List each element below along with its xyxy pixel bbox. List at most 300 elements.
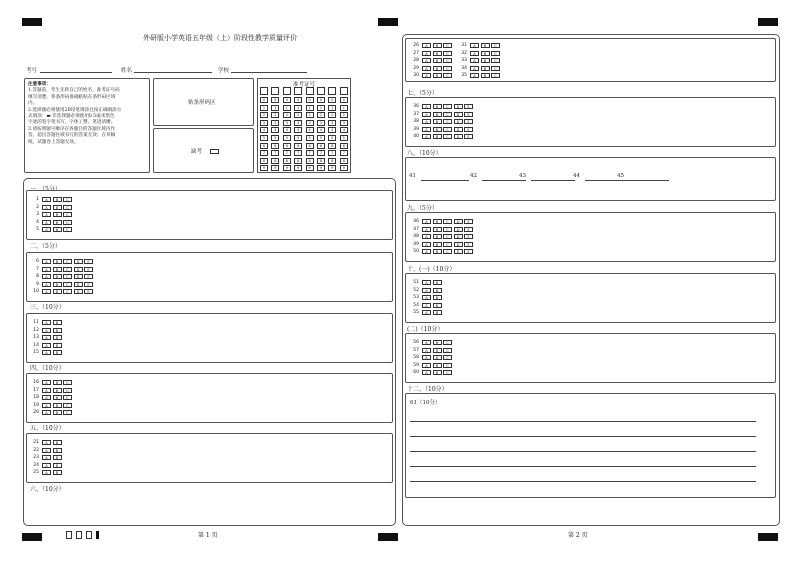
answer-bubble[interactable]: B <box>481 58 490 63</box>
answer-bubble[interactable]: C <box>443 43 452 48</box>
answer-bubble[interactable]: B <box>433 219 442 224</box>
admission-digit-cell[interactable]: 5 <box>328 135 336 141</box>
admission-digit-cell[interactable]: 6 <box>294 143 302 149</box>
admission-digit-cell[interactable]: 2 <box>294 112 302 118</box>
answer-bubble[interactable]: A <box>422 363 431 368</box>
admission-digit-cell[interactable]: 7 <box>283 150 291 156</box>
admission-write-cell[interactable] <box>328 87 336 95</box>
question-number: 9 <box>36 281 39 287</box>
answer-bubble[interactable]: A <box>42 455 51 460</box>
answer-bubble[interactable]: B <box>53 227 62 232</box>
answer-bubble[interactable]: B <box>433 310 442 315</box>
answer-bubble[interactable]: B <box>53 320 62 325</box>
answer-bubble[interactable]: C <box>443 219 452 224</box>
answer-bubble[interactable]: A <box>42 220 51 225</box>
answer-bubble[interactable]: C <box>63 220 72 225</box>
answer-bubble[interactable]: C <box>63 380 72 385</box>
admission-digit-cell[interactable]: 4 <box>340 127 348 133</box>
admission-digit-cell[interactable]: 2 <box>328 112 336 118</box>
answer-bubble[interactable]: D <box>454 219 463 224</box>
answer-bubble[interactable]: A <box>422 127 431 132</box>
answer-bubble[interactable]: D <box>454 119 463 124</box>
answer-bubble[interactable]: A <box>42 403 51 408</box>
answer-bubble[interactable]: C <box>63 197 72 202</box>
admission-digit-cell[interactable]: 9 <box>328 165 336 171</box>
admission-digit-cell[interactable]: 1 <box>294 105 302 111</box>
answer-bubble[interactable]: A <box>422 58 431 63</box>
writing-line[interactable] <box>410 421 756 422</box>
absent-checkbox[interactable] <box>210 149 219 154</box>
admission-write-cell[interactable] <box>306 87 314 95</box>
admission-digit-cell[interactable]: 4 <box>306 127 314 133</box>
admission-digit-cell[interactable]: 3 <box>306 120 314 126</box>
answer-bubble[interactable]: B <box>53 267 62 272</box>
answer-bubble[interactable]: B <box>433 112 442 117</box>
admission-digit-cell[interactable]: 8 <box>294 158 302 164</box>
answer-bubble[interactable]: A <box>422 295 431 300</box>
answer-bubble[interactable]: B <box>53 259 62 264</box>
question-number: 54 <box>413 302 419 308</box>
admission-digit-cell[interactable]: 0 <box>294 97 302 103</box>
answer-bubble[interactable]: D <box>454 249 463 254</box>
admission-digit-cell[interactable]: 3 <box>260 120 268 126</box>
admission-digit-cell[interactable]: 2 <box>271 112 279 118</box>
answer-bubble[interactable]: C <box>443 249 452 254</box>
answer-bubble[interactable]: A <box>470 58 479 63</box>
admission-digit-cell[interactable]: 8 <box>317 158 325 164</box>
admission-digit-cell[interactable]: 3 <box>271 120 279 126</box>
answer-blank-line[interactable] <box>629 180 669 181</box>
answer-bubble[interactable]: E <box>464 104 473 109</box>
admission-digit-cell[interactable]: 5 <box>306 135 314 141</box>
section-box <box>26 373 393 423</box>
writing-line[interactable] <box>410 466 756 467</box>
answer-bubble[interactable]: E <box>84 289 93 294</box>
answer-bubble[interactable]: E <box>464 219 473 224</box>
answer-bubble[interactable]: A <box>42 328 51 333</box>
answer-bubble[interactable]: C <box>63 259 72 264</box>
answer-bubble[interactable]: C <box>491 51 500 56</box>
answer-bubble[interactable]: B <box>433 73 442 78</box>
answer-bubble[interactable]: B <box>433 340 442 345</box>
admission-digit-cell[interactable]: 4 <box>317 127 325 133</box>
admission-write-cell[interactable] <box>317 87 325 95</box>
admission-digit-cell[interactable]: 8 <box>271 158 279 164</box>
answer-bubble[interactable]: B <box>53 410 62 415</box>
admission-write-cell[interactable] <box>294 87 302 95</box>
answer-bubble[interactable]: B <box>433 58 442 63</box>
admission-digit-cell[interactable]: 5 <box>340 135 348 141</box>
answer-bubble[interactable]: D <box>454 234 463 239</box>
admission-digit-cell[interactable]: 2 <box>340 112 348 118</box>
admission-digit-cell[interactable]: 9 <box>340 165 348 171</box>
admission-digit-cell[interactable]: 4 <box>283 127 291 133</box>
admission-digit-cell[interactable]: 2 <box>260 112 268 118</box>
admission-digit-cell[interactable]: 9 <box>283 165 291 171</box>
admission-digit-cell[interactable]: 3 <box>328 120 336 126</box>
admission-digit-cell[interactable]: 0 <box>283 97 291 103</box>
admission-digit-cell[interactable]: 2 <box>306 112 314 118</box>
answer-bubble[interactable]: E <box>464 234 473 239</box>
answer-bubble[interactable]: B <box>53 282 62 287</box>
admission-digit-cell[interactable]: 5 <box>260 135 268 141</box>
answer-bubble[interactable]: C <box>443 119 452 124</box>
answer-bubble[interactable]: A <box>422 219 431 224</box>
admission-digit-cell[interactable]: 1 <box>317 105 325 111</box>
answer-bubble[interactable]: A <box>42 274 51 279</box>
answer-bubble[interactable]: B <box>433 234 442 239</box>
admission-digit-cell[interactable]: 2 <box>283 112 291 118</box>
admission-digit-cell[interactable]: 4 <box>328 127 336 133</box>
page-number-2: 第 2 页 <box>568 532 588 539</box>
admission-digit-cell[interactable]: 1 <box>340 105 348 111</box>
admission-digit-cell[interactable]: 0 <box>260 97 268 103</box>
answer-bubble[interactable]: B <box>53 388 62 393</box>
answer-bubble[interactable]: E <box>464 249 473 254</box>
admission-digit-cell[interactable]: 1 <box>260 105 268 111</box>
admission-digit-cell[interactable]: 7 <box>306 150 314 156</box>
answer-bubble[interactable]: A <box>42 350 51 355</box>
question-number: 23 <box>33 455 39 461</box>
answer-bubble[interactable]: E <box>464 127 473 132</box>
answer-bubble[interactable]: C <box>491 43 500 48</box>
answer-bubble[interactable]: D <box>74 289 83 294</box>
admission-digit-cell[interactable]: 7 <box>271 150 279 156</box>
answer-bubble[interactable]: B <box>433 303 442 308</box>
answer-bubble[interactable]: E <box>464 119 473 124</box>
answer-bubble[interactable]: A <box>42 395 51 400</box>
answer-blank-line[interactable] <box>585 180 629 181</box>
answer-bubble[interactable]: D <box>74 274 83 279</box>
notice-line: 2.选择题必须使用2B铅笔填涂且按正确填涂方 <box>28 107 122 113</box>
question-row <box>407 279 443 286</box>
answer-bubble[interactable]: B <box>53 455 62 460</box>
answer-bubble[interactable]: A <box>42 289 51 294</box>
admission-digit-cell[interactable]: 9 <box>260 165 268 171</box>
admission-digit-cell[interactable]: 5 <box>283 135 291 141</box>
answer-bubble[interactable]: B <box>433 348 442 353</box>
admission-digit-cell[interactable]: 9 <box>271 165 279 171</box>
answer-bubble[interactable]: B <box>53 289 62 294</box>
barcode-area <box>153 78 254 126</box>
answer-bubble[interactable]: A <box>422 348 431 353</box>
writing-line[interactable] <box>410 451 756 452</box>
answer-bubble[interactable]: A <box>422 43 431 48</box>
answer-bubble[interactable]: D <box>454 227 463 232</box>
answer-bubble[interactable]: C <box>443 104 452 109</box>
answer-bubble[interactable]: B <box>433 119 442 124</box>
admission-write-cell[interactable] <box>260 87 268 95</box>
answer-bubble[interactable]: B <box>433 363 442 368</box>
question-row <box>27 462 63 469</box>
answer-bubble[interactable]: A <box>422 134 431 139</box>
answer-bubble[interactable]: C <box>491 58 500 63</box>
answer-bubble[interactable]: A <box>470 43 479 48</box>
admission-digit-cell[interactable]: 8 <box>328 158 336 164</box>
answer-bubble[interactable]: A <box>422 73 431 78</box>
answer-bubble[interactable]: A <box>422 310 431 315</box>
answer-bubble[interactable]: C <box>63 282 72 287</box>
answer-bubble[interactable]: C <box>443 227 452 232</box>
admission-write-cell[interactable] <box>283 87 291 95</box>
answer-bubble[interactable]: B <box>433 355 442 360</box>
admission-digit-cell[interactable]: 4 <box>294 127 302 133</box>
admission-digit-cell[interactable]: 6 <box>317 143 325 149</box>
answer-bubble[interactable]: D <box>74 267 83 272</box>
question-number: 34 <box>461 65 467 71</box>
answer-bubble[interactable]: A <box>42 259 51 264</box>
answer-bubble[interactable]: A <box>42 343 51 348</box>
admission-digit-cell[interactable]: 0 <box>317 97 325 103</box>
answer-bubble[interactable]: A <box>42 335 51 340</box>
admission-digit-cell[interactable]: 1 <box>306 105 314 111</box>
answer-bubble[interactable]: C <box>63 274 72 279</box>
answer-bubble[interactable]: B <box>53 403 62 408</box>
admission-digit-cell[interactable]: 6 <box>271 143 279 149</box>
answer-bubble[interactable]: A <box>422 303 431 308</box>
answer-bubble[interactable]: D <box>454 127 463 132</box>
answer-bubble[interactable]: B <box>53 335 62 340</box>
answer-bubble[interactable]: B <box>53 395 62 400</box>
admission-digit-cell[interactable]: 1 <box>328 105 336 111</box>
answer-bubble[interactable]: C <box>443 127 452 132</box>
answer-bubble[interactable]: E <box>84 282 93 287</box>
question-row <box>27 394 74 401</box>
answer-bubble[interactable]: B <box>53 343 62 348</box>
answer-bubble[interactable]: C <box>443 134 452 139</box>
answer-bubble[interactable]: E <box>84 267 93 272</box>
question-number: 22 <box>33 447 39 453</box>
admission-digit-cell[interactable]: 0 <box>328 97 336 103</box>
answer-blank-line[interactable] <box>531 180 575 181</box>
answer-bubble[interactable]: A <box>470 73 479 78</box>
answer-bubble[interactable]: C <box>443 348 452 353</box>
answer-bubble[interactable]: C <box>443 51 452 56</box>
admission-digit-cell[interactable]: 0 <box>271 97 279 103</box>
admission-digit-cell[interactable]: 6 <box>260 143 268 149</box>
answer-bubble[interactable]: A <box>422 242 431 247</box>
answer-bubble[interactable]: A <box>422 370 431 375</box>
answer-bubble[interactable]: C <box>443 58 452 63</box>
answer-bubble[interactable]: B <box>433 104 442 109</box>
answer-bubble[interactable]: A <box>42 380 51 385</box>
answer-bubble[interactable]: B <box>433 288 442 293</box>
answer-bubble[interactable]: B <box>433 51 442 56</box>
answer-bubble[interactable]: C <box>443 234 452 239</box>
answer-bubble[interactable]: E <box>464 242 473 247</box>
question-row <box>407 218 475 225</box>
admission-digit-cell[interactable]: 8 <box>260 158 268 164</box>
answer-bubble[interactable]: C <box>443 66 452 71</box>
admission-write-cell[interactable] <box>271 87 279 95</box>
answer-bubble[interactable]: B <box>433 43 442 48</box>
question-number: 16 <box>33 380 39 385</box>
admission-digit-cell[interactable]: 4 <box>271 127 279 133</box>
answer-bubble[interactable]: B <box>433 280 442 285</box>
answer-bubble[interactable]: A <box>42 410 51 415</box>
question-number: 31 <box>461 43 467 48</box>
answer-bubble[interactable]: B <box>481 73 490 78</box>
answer-bubble[interactable]: A <box>422 66 431 71</box>
answer-bubble[interactable]: C <box>443 112 452 117</box>
answer-bubble[interactable]: B <box>53 448 62 453</box>
answer-bubble[interactable]: B <box>433 134 442 139</box>
admission-digit-cell[interactable]: 7 <box>340 150 348 156</box>
admission-digit-cell[interactable]: 6 <box>306 143 314 149</box>
admission-digit-cell[interactable]: 1 <box>271 105 279 111</box>
answer-bubble[interactable]: E <box>464 227 473 232</box>
answer-bubble[interactable]: A <box>422 51 431 56</box>
answer-bubble[interactable]: C <box>63 289 72 294</box>
answer-bubble[interactable]: C <box>443 355 452 360</box>
answer-bubble[interactable]: B <box>481 66 490 71</box>
answer-bubble[interactable]: B <box>53 380 62 385</box>
answer-bubble[interactable]: C <box>443 73 452 78</box>
answer-bubble[interactable]: B <box>481 43 490 48</box>
answer-bubble[interactable]: B <box>433 242 442 247</box>
answer-bubble[interactable]: D <box>454 134 463 139</box>
answer-bubble[interactable]: E <box>464 134 473 139</box>
answer-bubble[interactable]: C <box>63 227 72 232</box>
school-field[interactable] <box>231 72 307 73</box>
answer-bubble[interactable]: E <box>464 112 473 117</box>
answer-bubble[interactable]: A <box>42 448 51 453</box>
admission-digit-cell[interactable]: 2 <box>317 112 325 118</box>
answer-bubble[interactable]: B <box>53 328 62 333</box>
admission-digit-cell[interactable]: 8 <box>306 158 314 164</box>
answer-bubble[interactable]: D <box>74 282 83 287</box>
answer-bubble[interactable]: D <box>454 112 463 117</box>
answer-bubble[interactable]: B <box>53 197 62 202</box>
answer-bubble[interactable]: C <box>491 66 500 71</box>
answer-bubble[interactable]: B <box>53 212 62 217</box>
admission-digit-cell[interactable]: 7 <box>294 150 302 156</box>
admission-digit-cell[interactable]: 9 <box>317 165 325 171</box>
admission-digit-cell[interactable]: 7 <box>328 150 336 156</box>
answer-bubble[interactable]: C <box>443 340 452 345</box>
admission-digit-cell[interactable]: 9 <box>294 165 302 171</box>
admission-digit-cell[interactable]: 8 <box>283 158 291 164</box>
answer-bubble[interactable]: C <box>443 242 452 247</box>
answer-bubble[interactable]: C <box>63 403 72 408</box>
answer-bubble[interactable]: A <box>422 355 431 360</box>
answer-bubble[interactable]: A <box>422 249 431 254</box>
answer-bubble[interactable]: E <box>84 274 93 279</box>
answer-bubble[interactable]: A <box>42 470 51 475</box>
writing-line[interactable] <box>410 481 756 482</box>
answer-bubble[interactable]: B <box>433 370 442 375</box>
answer-bubble[interactable]: B <box>481 51 490 56</box>
admission-digit-cell[interactable]: 7 <box>260 150 268 156</box>
answer-bubble[interactable]: A <box>422 288 431 293</box>
answer-bubble[interactable]: C <box>63 267 72 272</box>
answer-blank-line[interactable] <box>482 180 526 181</box>
admission-digit-cell[interactable]: 1 <box>283 105 291 111</box>
answer-bubble[interactable]: A <box>42 267 51 272</box>
answer-bubble[interactable]: B <box>433 295 442 300</box>
answer-bubble[interactable]: A <box>422 104 431 109</box>
admission-digit-cell[interactable]: 5 <box>271 135 279 141</box>
answer-bubble[interactable]: B <box>53 440 62 445</box>
answer-bubble[interactable]: A <box>470 66 479 71</box>
answer-bubble[interactable]: B <box>53 220 62 225</box>
exam-no-field[interactable] <box>40 72 112 73</box>
question-number: 27 <box>413 50 419 56</box>
answer-bubble[interactable]: A <box>42 282 51 287</box>
answer-bubble[interactable]: A <box>42 440 51 445</box>
answer-bubble[interactable]: D <box>454 242 463 247</box>
answer-bubble[interactable]: B <box>53 350 62 355</box>
answer-bubble[interactable]: A <box>42 197 51 202</box>
admission-digit-cell[interactable]: 6 <box>283 143 291 149</box>
admission-digit-cell[interactable]: 6 <box>328 143 336 149</box>
admission-digit-cell[interactable]: 4 <box>260 127 268 133</box>
answer-bubble[interactable]: A <box>422 234 431 239</box>
answer-bubble[interactable]: A <box>422 280 431 285</box>
answer-bubble[interactable]: A <box>470 51 479 56</box>
name-field[interactable] <box>134 72 212 73</box>
answer-bubble[interactable]: A <box>422 340 431 345</box>
answer-bubble[interactable]: D <box>454 104 463 109</box>
answer-bubble[interactable]: A <box>422 112 431 117</box>
answer-bubble[interactable]: A <box>42 212 51 217</box>
admission-digit-cell[interactable]: 9 <box>306 165 314 171</box>
answer-bubble[interactable]: C <box>443 363 452 368</box>
answer-bubble[interactable]: B <box>433 127 442 132</box>
answer-bubble[interactable]: B <box>433 227 442 232</box>
answer-bubble[interactable]: C <box>63 205 72 210</box>
answer-bubble[interactable]: A <box>42 205 51 210</box>
admission-digit-cell[interactable]: 7 <box>317 150 325 156</box>
admission-digit-cell[interactable]: 5 <box>294 135 302 141</box>
answer-bubble[interactable]: C <box>443 370 452 375</box>
answer-bubble[interactable]: A <box>42 227 51 232</box>
answer-bubble[interactable]: E <box>84 259 93 264</box>
admission-digit-cell[interactable]: 3 <box>283 120 291 126</box>
answer-bubble[interactable]: B <box>433 249 442 254</box>
admission-digit-cell[interactable]: 8 <box>340 158 348 164</box>
answer-bubble[interactable]: C <box>491 73 500 78</box>
admission-digit-cell[interactable]: 5 <box>317 135 325 141</box>
question-number: 15 <box>33 350 39 356</box>
answer-bubble[interactable]: C <box>63 388 72 393</box>
answer-bubble[interactable]: B <box>433 66 442 71</box>
answer-bubble[interactable]: B <box>53 470 62 475</box>
admission-digit-cell[interactable]: 3 <box>340 120 348 126</box>
answer-bubble[interactable]: A <box>42 320 51 325</box>
answer-bubble[interactable]: C <box>63 212 72 217</box>
answer-blank-line[interactable] <box>421 180 469 181</box>
writing-line[interactable] <box>410 436 756 437</box>
answer-bubble[interactable]: A <box>422 119 431 124</box>
admission-write-cell[interactable] <box>340 87 348 95</box>
answer-bubble[interactable]: B <box>53 274 62 279</box>
admission-digit-cell[interactable]: 0 <box>340 97 348 103</box>
answer-bubble[interactable]: D <box>74 259 83 264</box>
admission-digit-cell[interactable]: 0 <box>306 97 314 103</box>
admission-digit-cell[interactable]: 3 <box>294 120 302 126</box>
answer-bubble[interactable]: C <box>63 410 72 415</box>
answer-bubble[interactable]: C <box>63 395 72 400</box>
answer-bubble[interactable]: A <box>422 227 431 232</box>
admission-digit-cell[interactable]: 3 <box>317 120 325 126</box>
admission-digit-cell[interactable]: 6 <box>340 143 348 149</box>
answer-bubble[interactable]: B <box>53 205 62 210</box>
answer-bubble[interactable]: A <box>42 463 51 468</box>
answer-bubble[interactable]: A <box>42 388 51 393</box>
name-label: 姓名 <box>121 68 133 74</box>
answer-bubble[interactable]: B <box>53 463 62 468</box>
